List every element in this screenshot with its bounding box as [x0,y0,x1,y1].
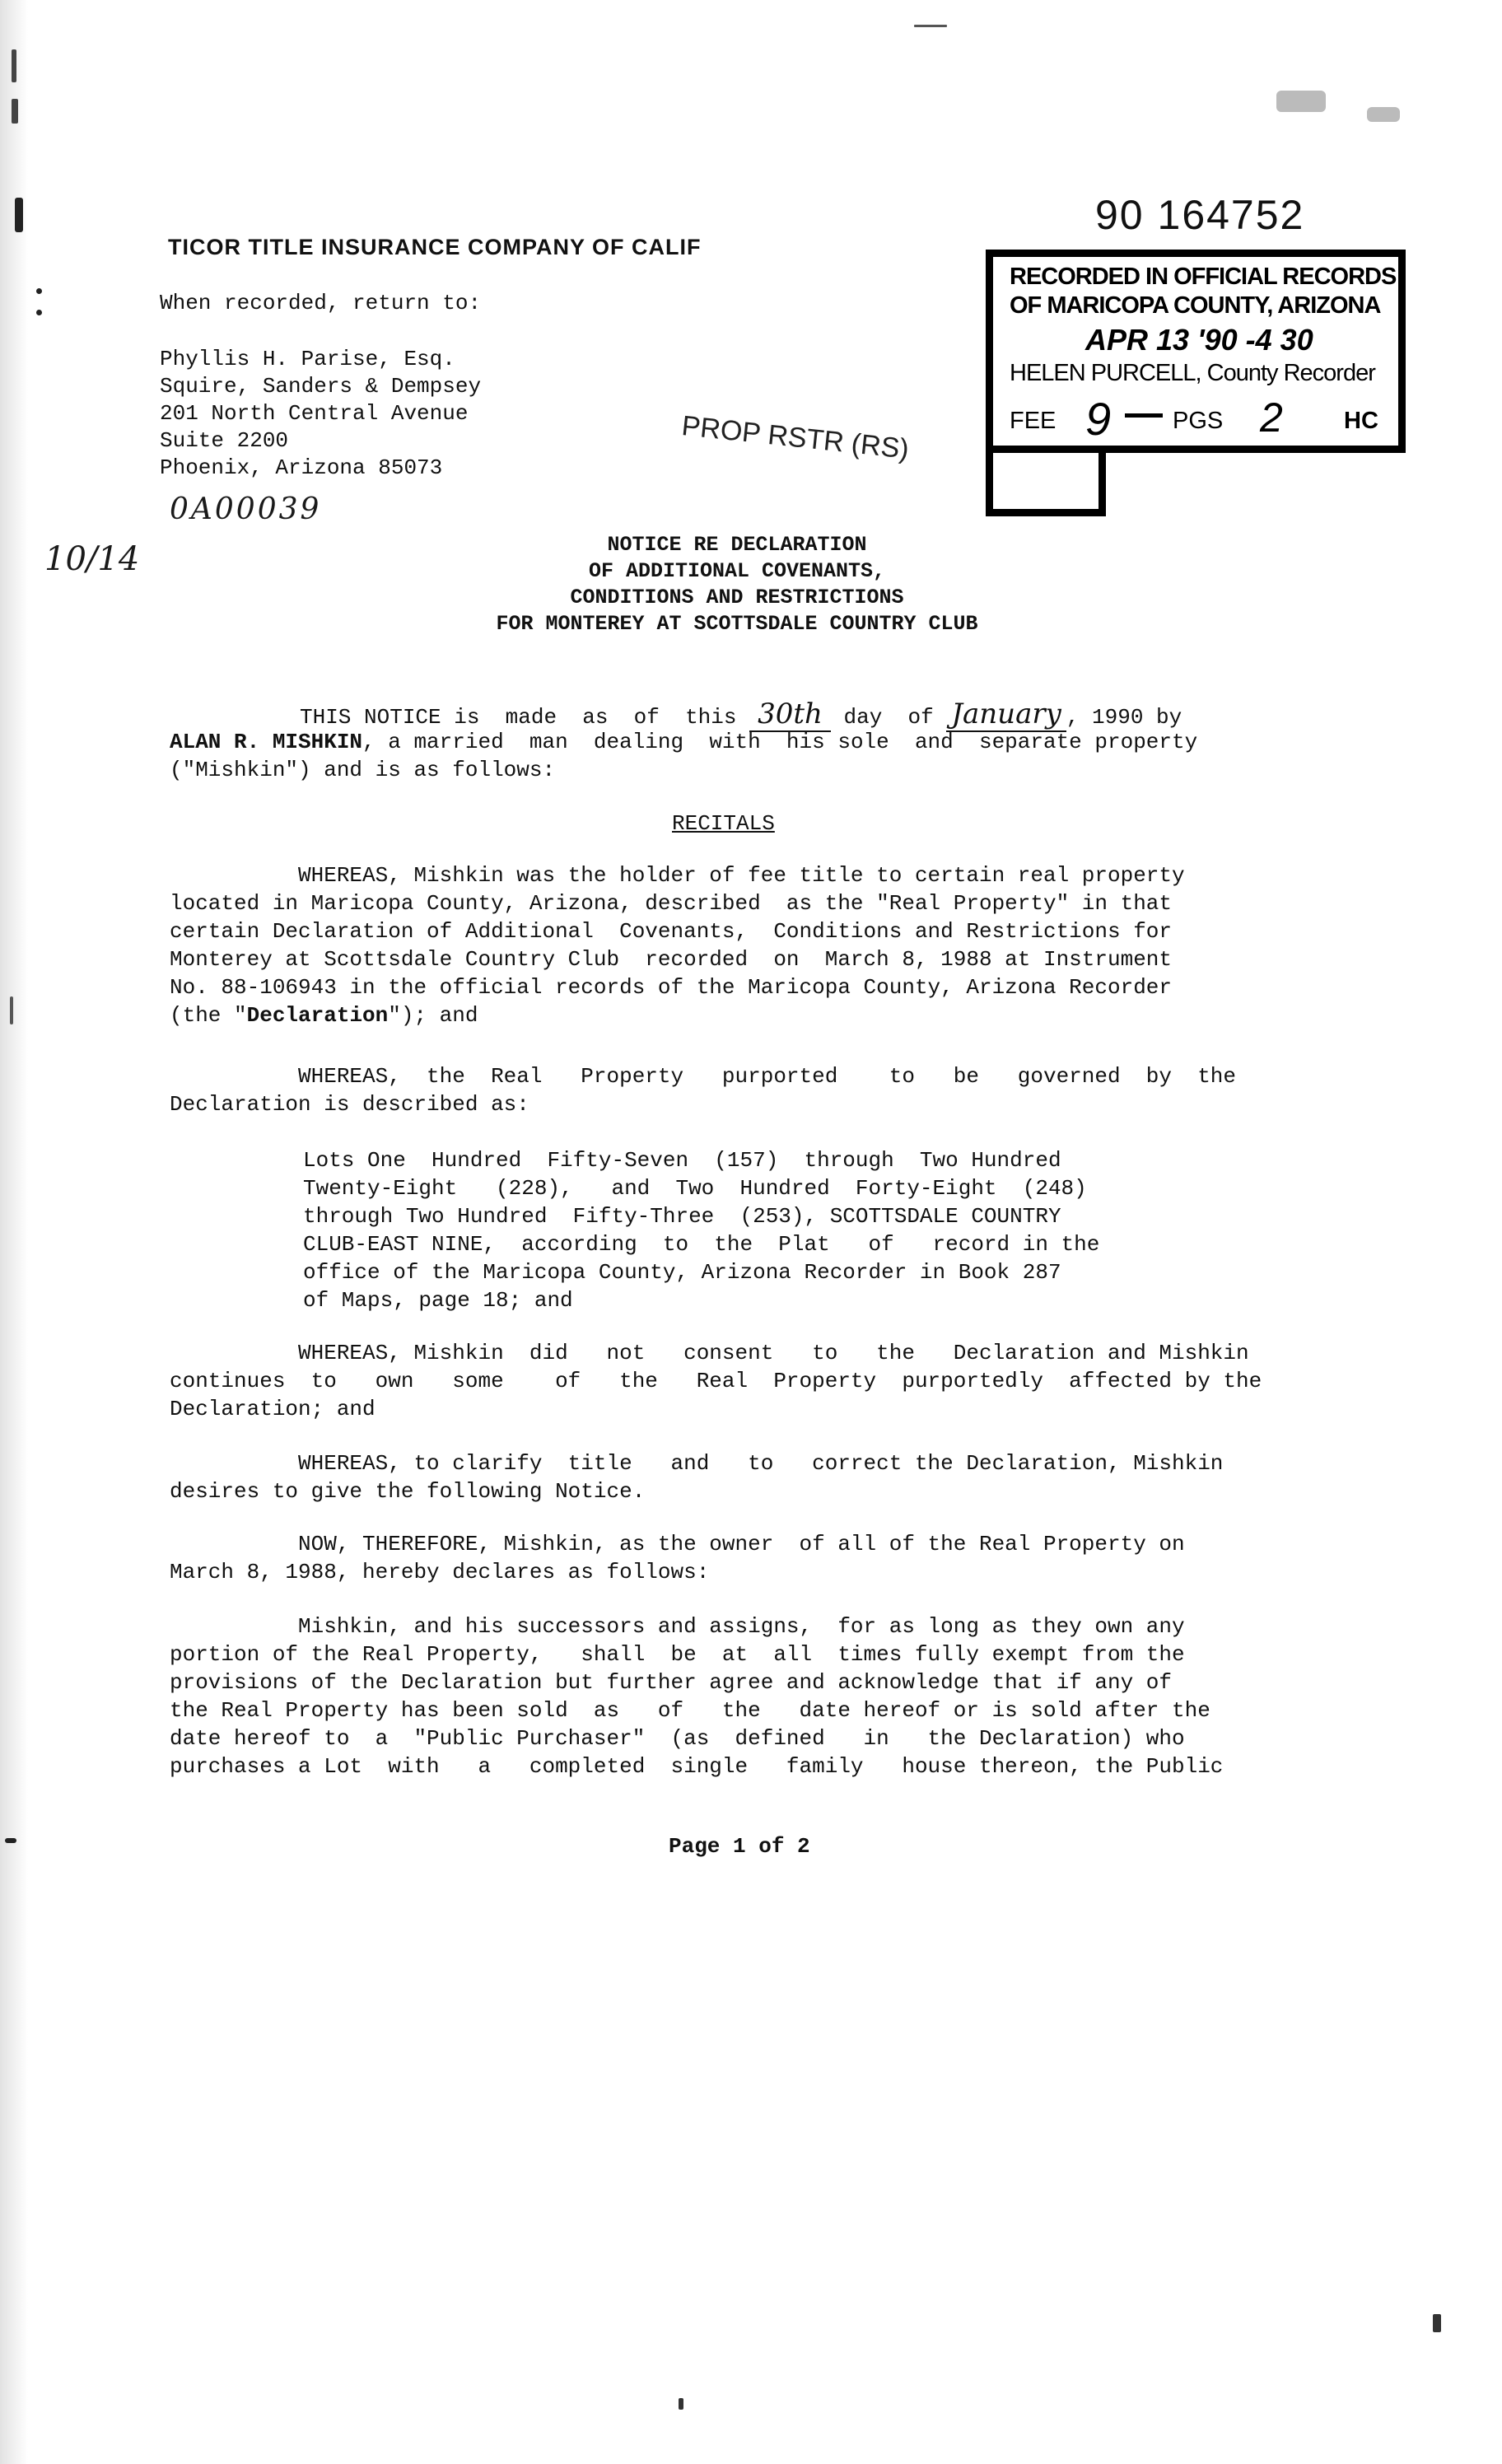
scan-speck [10,996,13,1024]
stamp-county-line: OF MARICOPA COUNTY, ARIZONA [1010,292,1381,319]
stamp-pgs-value: 2 [1260,394,1283,441]
scan-speck [15,198,23,232]
intro-text: THIS NOTICE is made as of this [300,705,737,730]
recitals-heading: RECITALS [672,811,775,836]
scan-speck [12,99,18,124]
intro-line-2 [170,728,1197,756]
address-line: Suite 2200 [160,428,289,453]
handwritten-month: January [946,698,1066,732]
stamp-fee-dash [1125,413,1163,418]
recital-paragraph-3: WHEREAS, Mishkin did not consent to the Declaration and Mishkin continues to own some of the Real Property purportedly affected by the Declaration; and [170,1341,1262,1421]
document-title [379,532,1095,637]
recital-paragraph-2: WHEREAS, the Real Property purported to be governed by the Declaration is described as: [170,1064,1237,1117]
intro-text: , a married man dealing with his sole and separate property [362,730,1198,754]
handwritten-order-number: 0A00039 [170,492,322,526]
address-line: Phyllis H. Parise, Esq. [160,347,455,371]
recital-paragraph-1: WHEREAS, Mishkin was the holder of fee title to certain real property located in Maricopa County, Arizona, described as the "Real Property" in that certain Declaration of Additional Covenants, Conditions and Restrictions for Monterey at Scottsdale Country Club recorded on March 8, 1988 at Instrument No. 88-106943 in the official records of the Maricopa County, Arizona Recorder [170,863,1185,1000]
prop-rstr-stamp: PROP RSTR (RS) [680,410,911,465]
scan-speck [679,2398,683,2410]
operative-paragraph-2: Mishkin, and his successors and assigns, for as long as they own any portion of the Real Property, shall be at all times fully exempt from the provisions of the Declaration but further agree and acknowledge that if any of the Real Property has been sold as of the date hereof or is sold after the date hereof to a "Public Purchaser" (as defined in the Declaration) who purchases a Lot with a completed single family house thereon, the Public [170,1614,1224,1779]
party-name: ALAN R. MISHKIN [170,730,363,754]
p1-text: "); and [388,1003,478,1028]
return-label: When recorded, return to: [160,291,482,315]
intro-text: day of [843,705,934,730]
scan-speck [1433,2314,1441,2332]
title-line: OF ADDITIONAL COVENANTS, [588,559,886,583]
recital-paragraph-1-last [170,1001,478,1029]
scan-speck [36,310,42,315]
stamp-fee-label: FEE [1010,408,1057,434]
scan-speck [1276,91,1326,112]
legal-description: Lots One Hundred Fifty-Seven (157) through Two Hundred Twenty-Eight (228), and Two Hundred Forty-Eight (248) through Two Hundred Fifty-Three (253), SCOTTSDALE COUNTRY CLUB-EAST NINE, according to the Plat of record in the office of the Maricopa County, Arizona Recorder in Book 287 of Maps, page 18; and [303,1148,1100,1313]
operative-paragraph-1: NOW, THEREFORE, Mishkin, as the owner of all of the Real Property on March 8, 1988, hereby declares as follows: [170,1532,1185,1584]
document-number: 90 164752 [1095,192,1305,238]
p1-text: (the " [170,1003,247,1028]
page-footer: Page 1 of 2 [669,1834,810,1859]
scan-speck [36,288,42,294]
scan-speck [12,49,16,82]
address-line: 201 North Central Avenue [160,401,469,426]
title-line: CONDITIONS AND RESTRICTIONS [570,586,904,609]
scan-speck [1367,107,1400,122]
intro-text: , 1990 by [1066,705,1182,730]
declaration-term: Declaration [246,1003,389,1028]
address-block [160,346,481,482]
recorder-stamp-tab [986,449,1106,516]
handwritten-margin-note: 10/14 [44,540,140,578]
scan-speck [914,25,947,27]
handwritten-day: 30th [749,698,831,732]
stamp-recorder-name: HELEN PURCELL, County Recorder [1010,360,1375,386]
address-line: Squire, Sanders & Dempsey [160,374,482,399]
stamp-recorded-line: RECORDED IN OFFICIAL RECORDS [1010,264,1397,290]
intro-line-3: ("Mishkin") and is as follows: [170,758,556,782]
scan-speck [5,1838,16,1843]
scan-edge [0,0,28,2464]
recital-paragraph-4: WHEREAS, to clarify title and to correct the Declaration, Mishkin desires to give the following Notice. [170,1451,1224,1504]
stamp-pgs-label: PGS [1173,408,1224,434]
address-line: Phoenix, Arizona 85073 [160,455,443,480]
stamp-fee-value: 9 [1085,393,1112,445]
company-name: TICOR TITLE INSURANCE COMPANY OF CALIF [168,235,702,259]
title-line: FOR MONTEREY AT SCOTTSDALE COUNTRY CLUB [496,612,978,636]
title-line: NOTICE RE DECLARATION [607,533,867,557]
stamp-hc-label: HC [1344,408,1378,434]
stamp-date: APR 13 '90 -4 30 [1085,323,1313,357]
intro-line-1 [300,700,1182,731]
